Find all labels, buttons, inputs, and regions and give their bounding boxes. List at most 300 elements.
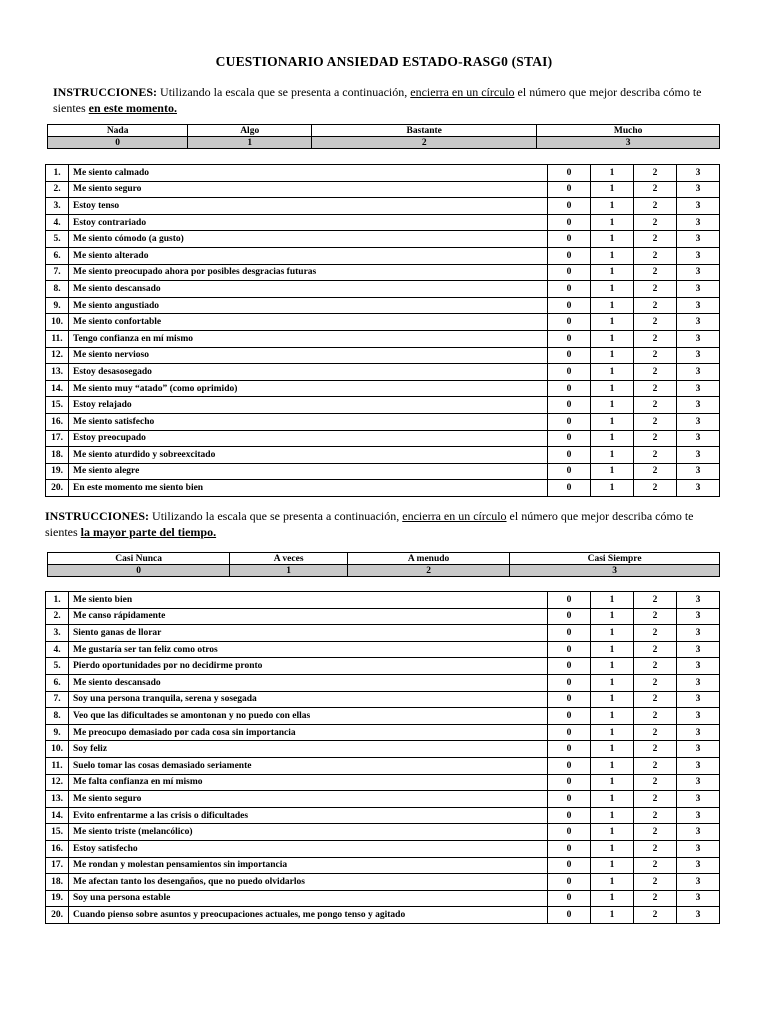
answer-option-2[interactable]: 2 (634, 165, 677, 182)
item-text: Me siento aturdido y sobreexcitado (69, 447, 548, 464)
scale-label: Bastante (312, 125, 537, 137)
item-number: 10. (46, 314, 69, 331)
item-text: Me siento satisfecho (69, 413, 548, 430)
answer-option-2[interactable]: 2 (634, 757, 677, 774)
answer-option-2[interactable]: 2 (634, 874, 677, 891)
answer-option-1[interactable]: 1 (591, 807, 634, 824)
item-row (46, 380, 720, 397)
answer-option-0[interactable]: 0 (548, 608, 591, 625)
answer-option-0[interactable]: 0 (548, 724, 591, 741)
item-number: 14. (46, 807, 69, 824)
answer-option-0[interactable]: 0 (548, 330, 591, 347)
answer-option-1[interactable]: 1 (591, 247, 634, 264)
answer-option-2[interactable]: 2 (634, 724, 677, 741)
answer-option-0[interactable]: 0 (548, 757, 591, 774)
answer-option-0[interactable]: 0 (548, 314, 591, 331)
instructions-underline: encierra en un círculo (410, 85, 515, 99)
item-row (46, 641, 720, 658)
answer-option-1[interactable]: 1 (591, 724, 634, 741)
item-text: Soy feliz (69, 741, 548, 758)
answer-option-1[interactable]: 1 (591, 791, 634, 808)
answer-option-3[interactable]: 3 (677, 840, 720, 857)
scale-label-row (48, 553, 720, 565)
answer-option-1[interactable]: 1 (591, 380, 634, 397)
answer-option-1[interactable]: 1 (591, 430, 634, 447)
item-row (46, 674, 720, 691)
answer-option-2[interactable]: 2 (634, 674, 677, 691)
item-row (46, 347, 720, 364)
item-text: Estoy satisfecho (69, 840, 548, 857)
answer-option-0[interactable]: 0 (548, 691, 591, 708)
item-row (46, 691, 720, 708)
answer-option-3[interactable]: 3 (677, 774, 720, 791)
answer-option-2[interactable]: 2 (634, 397, 677, 414)
item-text: Tengo confianza en mí mismo (69, 330, 548, 347)
item-text: Me canso rápidamente (69, 608, 548, 625)
scale-label: Casi Nunca (48, 553, 230, 565)
answer-option-0[interactable]: 0 (548, 463, 591, 480)
item-text: Me siento nervioso (69, 347, 548, 364)
answer-option-2[interactable]: 2 (634, 198, 677, 215)
answer-option-3[interactable]: 3 (677, 857, 720, 874)
items-table-estado (45, 164, 720, 497)
answer-option-0[interactable]: 0 (548, 165, 591, 182)
scale-label: A veces (230, 553, 348, 565)
answer-option-0[interactable]: 0 (548, 791, 591, 808)
item-row (46, 463, 720, 480)
item-text: Me siento angustiado (69, 297, 548, 314)
answer-option-3[interactable]: 3 (677, 463, 720, 480)
item-row (46, 840, 720, 857)
answer-option-0[interactable]: 0 (548, 347, 591, 364)
scale-value: 0 (48, 565, 230, 577)
answer-option-1[interactable]: 1 (591, 824, 634, 841)
answer-option-0[interactable]: 0 (548, 840, 591, 857)
answer-option-3[interactable]: 3 (677, 691, 720, 708)
scale-label: Algo (188, 125, 312, 137)
answer-option-1[interactable]: 1 (591, 857, 634, 874)
item-text: Me gustaría ser tan feliz como otros (69, 641, 548, 658)
answer-option-1[interactable]: 1 (591, 757, 634, 774)
answer-option-0[interactable]: 0 (548, 214, 591, 231)
instructions-label: INSTRUCCIONES: (45, 509, 150, 523)
answer-option-1[interactable]: 1 (591, 181, 634, 198)
item-text: Soy una persona tranquila, serena y sosegada (69, 691, 548, 708)
item-number: 6. (46, 674, 69, 691)
answer-option-0[interactable]: 0 (548, 413, 591, 430)
answer-option-2[interactable]: 2 (634, 347, 677, 364)
answer-option-0[interactable]: 0 (548, 741, 591, 758)
answer-option-3[interactable]: 3 (677, 281, 720, 298)
item-number: 16. (46, 413, 69, 430)
answer-option-0[interactable]: 0 (548, 857, 591, 874)
answer-option-2[interactable]: 2 (634, 231, 677, 248)
item-number: 7. (46, 691, 69, 708)
item-text: Estoy relajado (69, 397, 548, 414)
answer-option-1[interactable]: 1 (591, 890, 634, 907)
answer-option-2[interactable]: 2 (634, 281, 677, 298)
item-number: 12. (46, 774, 69, 791)
answer-option-1[interactable]: 1 (591, 264, 634, 281)
answer-option-2[interactable]: 2 (634, 264, 677, 281)
item-text: Me siento calmado (69, 165, 548, 182)
item-number: 5. (46, 231, 69, 248)
item-text: Me siento cómodo (a gusto) (69, 231, 548, 248)
answer-option-3[interactable]: 3 (677, 181, 720, 198)
scale-value: 3 (510, 565, 720, 577)
item-text: Me siento triste (melancólico) (69, 824, 548, 841)
item-row (46, 658, 720, 675)
answer-option-0[interactable]: 0 (548, 824, 591, 841)
item-text: Siento ganas de llorar (69, 625, 548, 642)
answer-option-3[interactable]: 3 (677, 641, 720, 658)
item-text: Me falta confianza en mí mismo (69, 774, 548, 791)
scale-value-row (48, 137, 720, 149)
item-number: 11. (46, 757, 69, 774)
answer-option-2[interactable]: 2 (634, 840, 677, 857)
answer-option-3[interactable]: 3 (677, 890, 720, 907)
answer-option-0[interactable]: 0 (548, 708, 591, 725)
answer-option-2[interactable]: 2 (634, 214, 677, 231)
answer-option-0[interactable]: 0 (548, 281, 591, 298)
answer-option-1[interactable]: 1 (591, 397, 634, 414)
answer-option-3[interactable]: 3 (677, 380, 720, 397)
instructions-emphasis: la mayor parte del tiempo. (80, 525, 217, 539)
item-row (46, 165, 720, 182)
answer-option-3[interactable]: 3 (677, 907, 720, 924)
instructions-text-a: Utilizando la escala que se presenta a continuación, (157, 85, 411, 99)
item-text: Veo que las dificultades se amontonan y no puedo con ellas (69, 708, 548, 725)
item-number: 15. (46, 824, 69, 841)
answer-option-1[interactable]: 1 (591, 874, 634, 891)
answer-option-3[interactable]: 3 (677, 807, 720, 824)
answer-option-1[interactable]: 1 (591, 608, 634, 625)
answer-option-2[interactable]: 2 (634, 463, 677, 480)
item-number: 9. (46, 724, 69, 741)
answer-option-2[interactable]: 2 (634, 741, 677, 758)
answer-option-3[interactable]: 3 (677, 413, 720, 430)
answer-option-3[interactable]: 3 (677, 264, 720, 281)
answer-option-3[interactable]: 3 (677, 397, 720, 414)
answer-option-1[interactable]: 1 (591, 214, 634, 231)
answer-option-3[interactable]: 3 (677, 447, 720, 464)
answer-option-2[interactable]: 2 (634, 608, 677, 625)
scale-value-row (48, 565, 720, 577)
item-row (46, 774, 720, 791)
answer-option-3[interactable]: 3 (677, 480, 720, 497)
scale-table-rasgo (47, 552, 720, 577)
item-number: 1. (46, 165, 69, 182)
item-text: Me siento muy “atado” (como oprimido) (69, 380, 548, 397)
item-text: Cuando pienso sobre asuntos y preocupaciones actuales, me pongo tenso y agitado (69, 907, 548, 924)
answer-option-3[interactable]: 3 (677, 708, 720, 725)
scale-label: A menudo (347, 553, 509, 565)
answer-option-3[interactable]: 3 (677, 608, 720, 625)
item-number: 17. (46, 430, 69, 447)
answer-option-0[interactable]: 0 (548, 674, 591, 691)
item-text: Me preocupo demasiado por cada cosa sin importancia (69, 724, 548, 741)
answer-option-2[interactable]: 2 (634, 247, 677, 264)
item-row (46, 874, 720, 891)
item-text: Pierdo oportunidades por no decidirme pronto (69, 658, 548, 675)
item-number: 13. (46, 791, 69, 808)
answer-option-3[interactable]: 3 (677, 198, 720, 215)
item-text: Soy una persona estable (69, 890, 548, 907)
answer-option-2[interactable]: 2 (634, 807, 677, 824)
item-row (46, 430, 720, 447)
instructions-text-b: el número que mejor describa cómo te sientes (53, 85, 702, 115)
item-number: 4. (46, 214, 69, 231)
item-number: 9. (46, 297, 69, 314)
answer-option-1[interactable]: 1 (591, 658, 634, 675)
answer-option-2[interactable]: 2 (634, 480, 677, 497)
answer-option-0[interactable]: 0 (548, 890, 591, 907)
page-title: CUESTIONARIO ANSIEDAD ESTADO-RASG0 (STAI) (215, 54, 553, 69)
item-text: Me siento seguro (69, 791, 548, 808)
item-number: 2. (46, 608, 69, 625)
answer-option-3[interactable]: 3 (677, 625, 720, 642)
item-number: 11. (46, 330, 69, 347)
item-number: 20. (46, 480, 69, 497)
item-row (46, 608, 720, 625)
answer-option-2[interactable]: 2 (634, 857, 677, 874)
item-text: Me siento descansado (69, 674, 548, 691)
item-text: Me siento bien (69, 592, 548, 609)
answer-option-3[interactable]: 3 (677, 297, 720, 314)
item-number: 20. (46, 907, 69, 924)
answer-option-2[interactable]: 2 (634, 691, 677, 708)
item-number: 3. (46, 198, 69, 215)
scale-value: 2 (347, 565, 509, 577)
answer-option-0[interactable]: 0 (548, 874, 591, 891)
answer-option-2[interactable]: 2 (634, 592, 677, 609)
item-row (46, 907, 720, 924)
answer-option-1[interactable]: 1 (591, 592, 634, 609)
item-number: 16. (46, 840, 69, 857)
answer-option-3[interactable]: 3 (677, 364, 720, 381)
answer-option-0[interactable]: 0 (548, 625, 591, 642)
item-text: Evito enfrentarme a las crisis o dificultades (69, 807, 548, 824)
answer-option-1[interactable]: 1 (591, 413, 634, 430)
answer-option-1[interactable]: 1 (591, 907, 634, 924)
answer-option-1[interactable]: 1 (591, 314, 634, 331)
answer-option-1[interactable]: 1 (591, 774, 634, 791)
answer-option-0[interactable]: 0 (548, 181, 591, 198)
answer-option-0[interactable]: 0 (548, 447, 591, 464)
answer-option-2[interactable]: 2 (634, 314, 677, 331)
answer-option-0[interactable]: 0 (548, 641, 591, 658)
instructions-estado (53, 84, 723, 116)
instructions-rasgo (45, 508, 725, 540)
answer-option-1[interactable]: 1 (591, 741, 634, 758)
answer-option-1[interactable]: 1 (591, 463, 634, 480)
answer-option-3[interactable]: 3 (677, 430, 720, 447)
answer-option-2[interactable]: 2 (634, 430, 677, 447)
answer-option-2[interactable]: 2 (634, 364, 677, 381)
item-row (46, 724, 720, 741)
answer-option-1[interactable]: 1 (591, 708, 634, 725)
item-row (46, 857, 720, 874)
scale-label: Mucho (537, 125, 720, 137)
item-row (46, 231, 720, 248)
answer-option-1[interactable]: 1 (591, 281, 634, 298)
answer-option-3[interactable]: 3 (677, 214, 720, 231)
answer-option-2[interactable]: 2 (634, 791, 677, 808)
answer-option-2[interactable]: 2 (634, 413, 677, 430)
answer-option-3[interactable]: 3 (677, 165, 720, 182)
item-row (46, 625, 720, 642)
answer-option-3[interactable]: 3 (677, 874, 720, 891)
item-row (46, 413, 720, 430)
answer-option-2[interactable]: 2 (634, 380, 677, 397)
item-number: 14. (46, 380, 69, 397)
answer-option-2[interactable]: 2 (634, 297, 677, 314)
scale-value: 1 (188, 137, 312, 149)
answer-option-0[interactable]: 0 (548, 231, 591, 248)
instructions-text-a: Utilizando la escala que se presenta a continuación, (149, 509, 403, 523)
item-row (46, 890, 720, 907)
answer-option-1[interactable]: 1 (591, 347, 634, 364)
answer-option-1[interactable]: 1 (591, 447, 634, 464)
answer-option-2[interactable]: 2 (634, 658, 677, 675)
answer-option-1[interactable]: 1 (591, 231, 634, 248)
answer-option-0[interactable]: 0 (548, 907, 591, 924)
answer-option-0[interactable]: 0 (548, 592, 591, 609)
item-number: 1. (46, 592, 69, 609)
answer-option-3[interactable]: 3 (677, 314, 720, 331)
item-row (46, 592, 720, 609)
scale-label: Casi Siempre (510, 553, 720, 565)
item-number: 8. (46, 281, 69, 298)
item-text: En este momento me siento bien (69, 480, 548, 497)
answer-option-2[interactable]: 2 (634, 181, 677, 198)
scale-label-row (48, 125, 720, 137)
item-number: 7. (46, 264, 69, 281)
answer-option-3[interactable]: 3 (677, 757, 720, 774)
items-table-rasgo (45, 591, 720, 924)
answer-option-2[interactable]: 2 (634, 774, 677, 791)
item-row (46, 824, 720, 841)
answer-option-0[interactable]: 0 (548, 364, 591, 381)
answer-option-2[interactable]: 2 (634, 447, 677, 464)
answer-option-0[interactable]: 0 (548, 247, 591, 264)
item-row (46, 741, 720, 758)
answer-option-2[interactable]: 2 (634, 890, 677, 907)
answer-option-1[interactable]: 1 (591, 198, 634, 215)
item-row (46, 297, 720, 314)
item-number: 2. (46, 181, 69, 198)
item-row (46, 807, 720, 824)
item-row (46, 708, 720, 725)
instructions-emphasis: en este momento. (88, 101, 177, 115)
scale-value: 3 (537, 137, 720, 149)
item-text: Me siento confortable (69, 314, 548, 331)
item-text: Me siento alegre (69, 463, 548, 480)
item-text: Estoy contrariado (69, 214, 548, 231)
answer-option-3[interactable]: 3 (677, 724, 720, 741)
answer-option-0[interactable]: 0 (548, 430, 591, 447)
answer-option-1[interactable]: 1 (591, 364, 634, 381)
item-row (46, 198, 720, 215)
item-number: 18. (46, 447, 69, 464)
instructions-text-b: el número que mejor describa cómo te sientes (45, 509, 694, 539)
item-number: 18. (46, 874, 69, 891)
answer-option-0[interactable]: 0 (548, 397, 591, 414)
scale-value: 2 (312, 137, 537, 149)
answer-option-2[interactable]: 2 (634, 330, 677, 347)
instructions-label: INSTRUCCIONES: (53, 85, 158, 99)
answer-option-2[interactable]: 2 (634, 641, 677, 658)
answer-option-0[interactable]: 0 (548, 264, 591, 281)
answer-option-0[interactable]: 0 (548, 658, 591, 675)
answer-option-3[interactable]: 3 (677, 658, 720, 675)
answer-option-1[interactable]: 1 (591, 297, 634, 314)
answer-option-0[interactable]: 0 (548, 198, 591, 215)
scale-table-estado (47, 124, 720, 149)
scale-value: 1 (230, 565, 348, 577)
item-text: Me siento descansado (69, 281, 548, 298)
answer-option-2[interactable]: 2 (634, 824, 677, 841)
item-row (46, 247, 720, 264)
answer-option-1[interactable]: 1 (591, 480, 634, 497)
item-text: Suelo tomar las cosas demasiado seriamente (69, 757, 548, 774)
answer-option-0[interactable]: 0 (548, 380, 591, 397)
item-text: Me rondan y molestan pensamientos sin importancia (69, 857, 548, 874)
answer-option-0[interactable]: 0 (548, 807, 591, 824)
answer-option-0[interactable]: 0 (548, 297, 591, 314)
answer-option-2[interactable]: 2 (634, 708, 677, 725)
answer-option-2[interactable]: 2 (634, 625, 677, 642)
item-row (46, 181, 720, 198)
scale-label: Nada (48, 125, 188, 137)
answer-option-2[interactable]: 2 (634, 907, 677, 924)
item-text: Estoy desasosegado (69, 364, 548, 381)
answer-option-3[interactable]: 3 (677, 347, 720, 364)
item-number: 6. (46, 247, 69, 264)
answer-option-3[interactable]: 3 (677, 231, 720, 248)
item-row (46, 791, 720, 808)
item-number: 4. (46, 641, 69, 658)
answer-option-0[interactable]: 0 (548, 774, 591, 791)
answer-option-3[interactable]: 3 (677, 791, 720, 808)
item-row (46, 447, 720, 464)
item-number: 5. (46, 658, 69, 675)
item-text: Me afectan tanto los desengaños, que no puedo olvidarlos (69, 874, 548, 891)
answer-option-3[interactable]: 3 (677, 741, 720, 758)
answer-option-3[interactable]: 3 (677, 330, 720, 347)
answer-option-1[interactable]: 1 (591, 330, 634, 347)
answer-option-0[interactable]: 0 (548, 480, 591, 497)
item-number: 13. (46, 364, 69, 381)
answer-option-1[interactable]: 1 (591, 674, 634, 691)
answer-option-3[interactable]: 3 (677, 674, 720, 691)
item-number: 3. (46, 625, 69, 642)
item-row (46, 364, 720, 381)
answer-option-3[interactable]: 3 (677, 247, 720, 264)
item-row (46, 480, 720, 497)
answer-option-1[interactable]: 1 (591, 691, 634, 708)
item-row (46, 314, 720, 331)
item-row (46, 281, 720, 298)
item-number: 19. (46, 463, 69, 480)
item-number: 12. (46, 347, 69, 364)
answer-option-1[interactable]: 1 (591, 840, 634, 857)
answer-option-1[interactable]: 1 (591, 165, 634, 182)
answer-option-3[interactable]: 3 (677, 592, 720, 609)
answer-option-1[interactable]: 1 (591, 641, 634, 658)
answer-option-1[interactable]: 1 (591, 625, 634, 642)
answer-option-3[interactable]: 3 (677, 824, 720, 841)
